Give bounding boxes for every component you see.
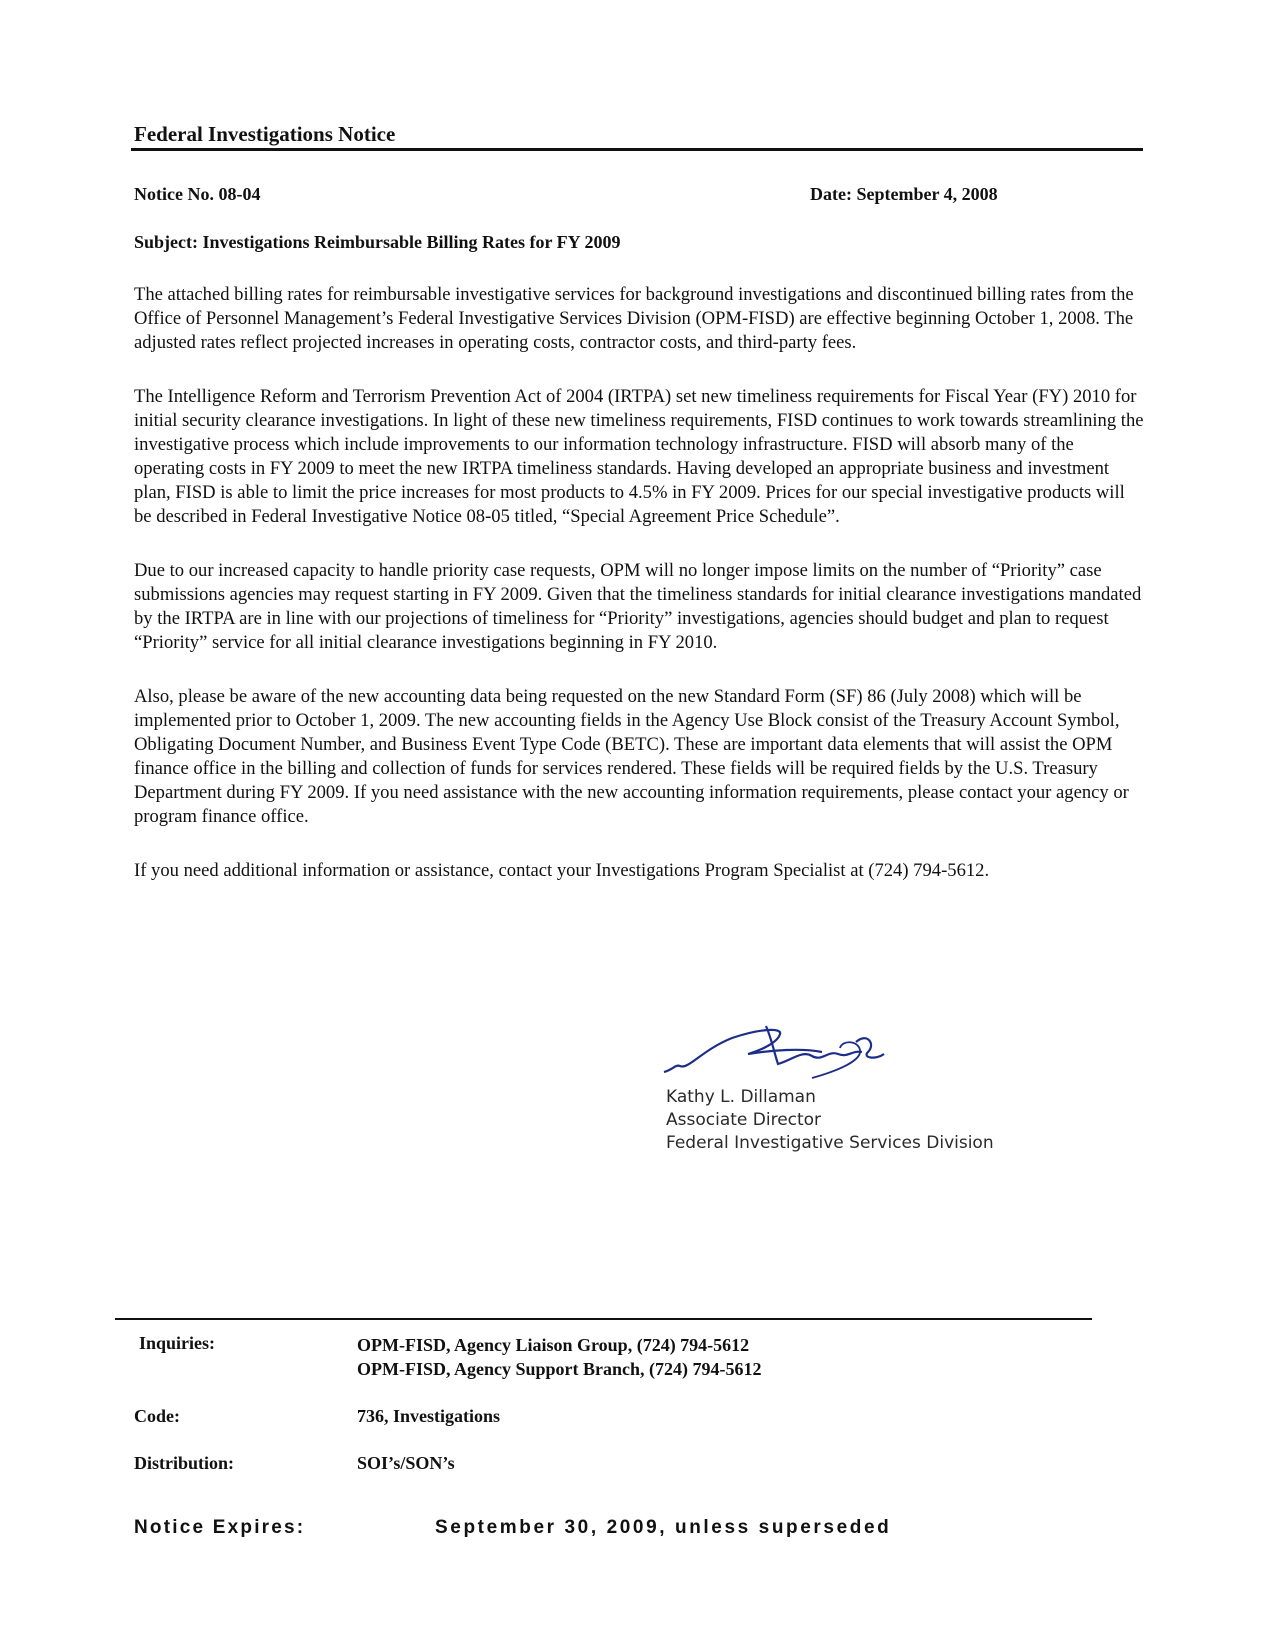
code-value: 736, Investigations <box>357 1406 501 1426</box>
notice-body <box>134 283 1144 913</box>
document-title: Federal Investigations Notice <box>134 122 396 146</box>
expires-value: September 30, 2009, unless superseded <box>435 1517 892 1538</box>
body-paragraph: Due to our increased capacity to handle priority case requests, OPM will no longer impose limits on the number of “Priority” case submissions agencies may request starting in FY 2009. Given that the timeliness standards for initial clearance investigations mandated by the IRTPA are in line with our projections of timeliness for “Priority” investigations, agencies should budget and plan to request “Priority” service for all initial clearance investigations beginning in FY 2010. <box>134 560 1142 653</box>
signature-text <box>666 1086 994 1155</box>
body-paragraph: Also, please be aware of the new accounting data being requested on the new Standard Form (SF) 86 (July 2008) which will be implemented prior to October 1, 2009. The new accounting fields in the Agency Use Block consist of the Treasury Account Symbol, Obligating Document Number, and Business Event Type Code (BETC). These are important data elements that will assist the OPM finance office in the billing and collection of funds for services rendered. These fields will be required fields by the U.S. Treasury Department during FY 2009. If you need assistance with the new accounting information requirements, please contact your agency or program finance office. <box>134 686 1129 827</box>
title-rule <box>131 148 1143 151</box>
body-paragraph: If you need additional information or assistance, contact your Investigations Program Specialist at (724) 794-5612. <box>134 860 990 881</box>
notice-number: Notice No. 08-04 <box>134 184 261 204</box>
inquiries-line: OPM-FISD, Agency Liaison Group, (724) 794-5612 <box>357 1335 750 1355</box>
distribution-label: Distribution: <box>134 1453 235 1473</box>
notice-subject: Subject: Investigations Reimbursable Billing Rates for FY 2009 <box>134 232 621 252</box>
signer-name: Kathy L. Dillaman <box>666 1087 816 1107</box>
handwritten-signature <box>662 1020 1002 1080</box>
signer-division: Federal Investigative Services Division <box>666 1133 994 1153</box>
signature-block <box>662 1020 1002 1170</box>
body-paragraph: The Intelligence Reform and Terrorism Prevention Act of 2004 (IRTPA) set new timeliness requirements for Fiscal Year (FY) 2010 for initial security clearance investigations. In light of these new timeliness requirements, FISD continues to work towards streamlining the investigative process which include improvements to our information technology infrastructure. FISD will absorb many of the operating costs in FY 2009 to meet the new IRTPA timeliness standards. Having developed an appropriate business and investment plan, FISD is able to limit the price increases for most products to 4.5% in FY 2009. Prices for our special investigative products will be described in Federal Investigative Notice 08-05 titled, “Special Agreement Price Schedule”. <box>134 386 1144 527</box>
body-paragraph: The attached billing rates for reimbursable investigative services for background investigations and discontinued billing rates from the Office of Personnel Management’s Federal Investigative Services Division (OPM-FISD) are effective beginning October 1, 2008. The adjusted rates reflect projected increases in operating costs, contractor costs, and third-party fees. <box>134 284 1134 353</box>
code-label: Code: <box>134 1406 180 1426</box>
signer-position: Associate Director <box>666 1110 822 1130</box>
inquiries-label: Inquiries: <box>139 1333 216 1353</box>
distribution-value: SOI’s/SON’s <box>357 1453 455 1473</box>
notice-date: Date: September 4, 2008 <box>810 184 998 204</box>
inquiries-line: OPM-FISD, Agency Support Branch, (724) 794-5612 <box>357 1359 762 1379</box>
footer-rule <box>115 1318 1092 1320</box>
inquiries-values <box>357 1333 762 1381</box>
expires-label: Notice Expires: <box>134 1517 306 1538</box>
